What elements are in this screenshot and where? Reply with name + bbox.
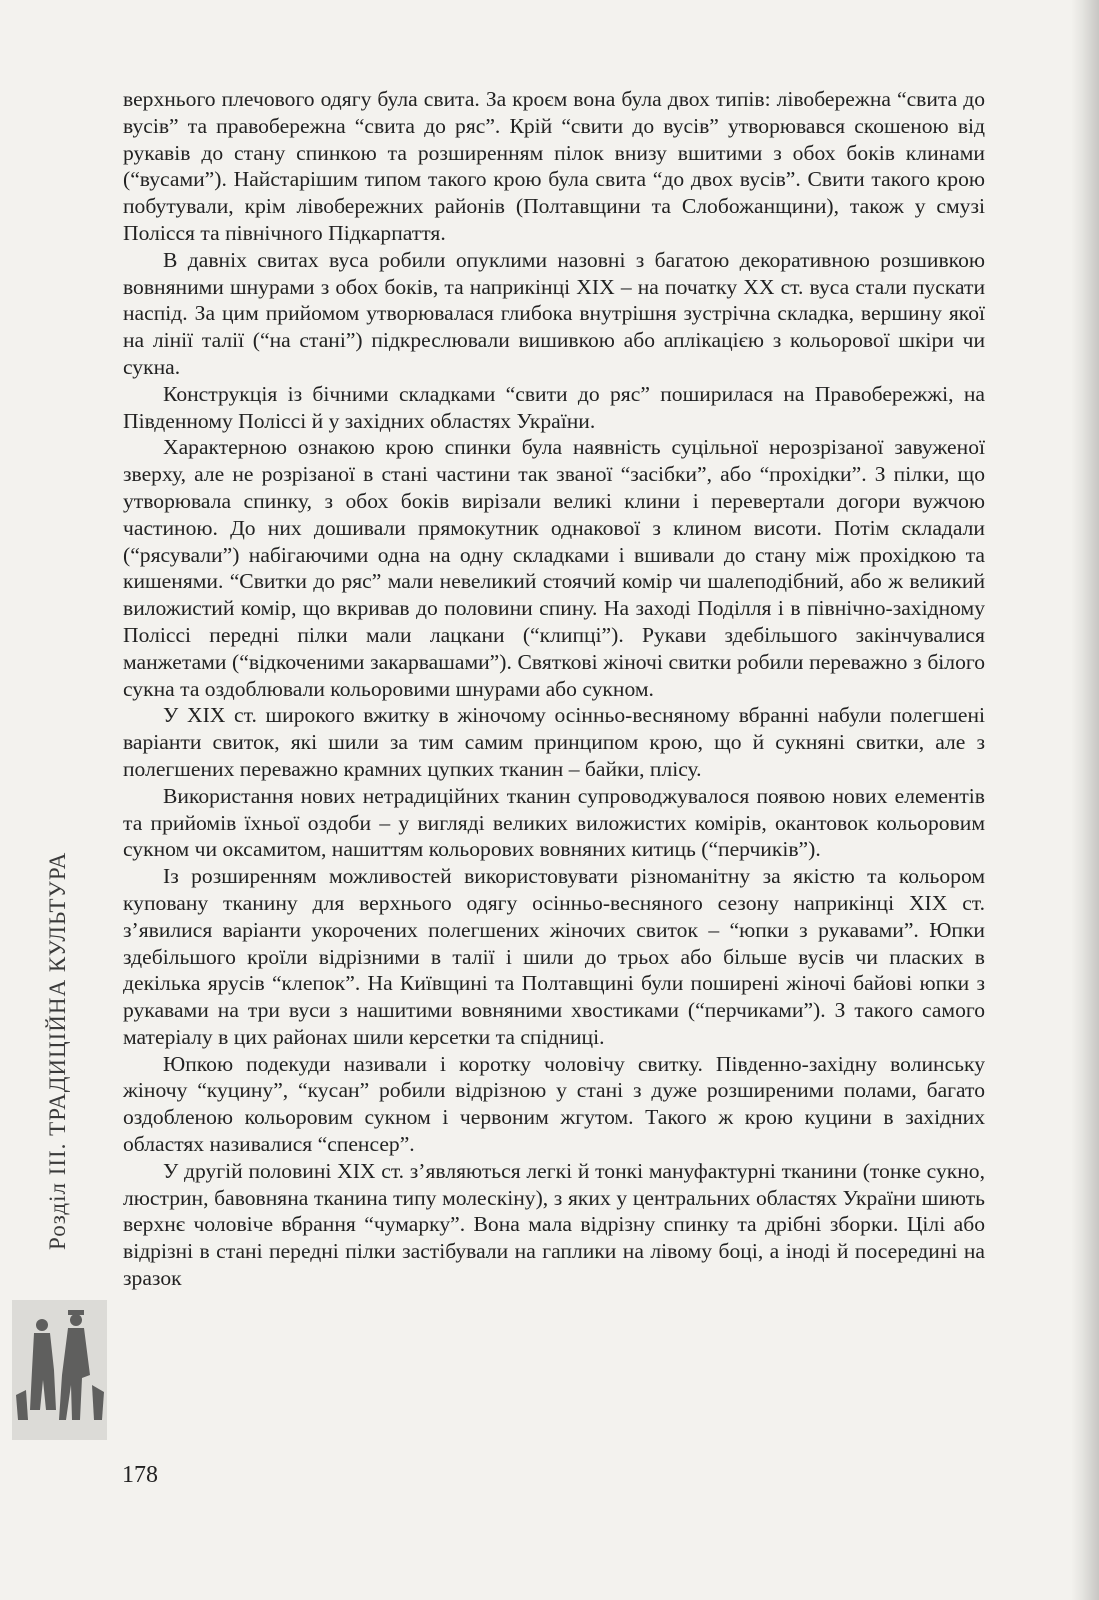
page-number: 178 xyxy=(122,1462,158,1488)
paragraph: Використання нових нетрадиційних тканин супроводжувалося появою нових елементів та прийомів їхньої оздоби – у вигляді великих виложистих комірів, окантовок кольоровим сукном чи оксамитом, нашиттям кольорових вовняних китиць (“перчиків”). xyxy=(123,783,985,862)
body-text xyxy=(123,86,985,1292)
figures-ornament-icon xyxy=(12,1300,107,1440)
paragraph: У ХІХ ст. широкого вжитку в жіночому осінньо-весняному вбранні набули полегшені варіанти свиток, які шили за тим самим принципом крою, що й сукняні свитки, але з полегшених переважно крамних цупких тканин – байки, плісу. xyxy=(123,703,985,781)
paragraph: Юпкою подекуди називали і коротку чоловічу свитку. Південно-західну волинську жіночу “куцину”, “кусан” робили відрізною у стані з дуже розширеними полами, багато оздобленою кольоровим сукном і червоним жгутом. Такого ж крою куцини в західних областях називалися “спенсер”. xyxy=(123,1051,985,1157)
page-edge-shadow xyxy=(1071,0,1099,1600)
paragraph: Із розширенням можливостей використовувати різноманітну за якістю та кольором куповану тканину для верхнього одягу осінньо-весняного сезону наприкінці ХІХ ст. з’явилися варіанти укорочених полегшених жіночих свиток – “юпки з рукавами”. Юпки здебільшого кроїли відрізними в талії і шили до трьох або більше вусів чи пласких в декілька ярусів “клепок”. На Київщині та Полтавщині були поширені жіночі байові юпки з рукавами на три вуси з нашитими вовняними хвостиками (“перчиками”). З такого самого матеріалу в цих районах шили керсетки та спідниці. xyxy=(123,864,985,1049)
paragraph: У другій половині ХІХ ст. з’являються легкі й тонкі мануфактурні тканини (тонке сукно, люстрин, бавовняна тканина типу молескіну), з яких у центральних областях України шиють верхнє чоловіче вбрання “чумарку”. Вона мала відрізну спинку та дрібні зборки. Цілі або відрізні в стані передні пілки застібували на гаплики на лівому боці, а іноді й посередині на зразок xyxy=(123,1158,985,1291)
paragraph: Характерною ознакою крою спинки була наявність суцільної нерозрізаної завуженої зверху, але не розрізаної в стані частини так званої “засібки”, або “прохідки”. З пілки, що утворювала спинку, з обох боків вирізали великі клини і перевертали догори вужчою частиною. До них дошивали прямокутник однакової з клином висоти. Потім складали (“рясували”) набігаючими одна на одну складками і вшивали до стану між прохідкою та кишенями. “Свитки до ряс” мали невеликий стоячий комір чи шалеподібний, або ж великий виложистий комір, що вкривав до половини спину. На заході Поділля і в північно-західному Поліссі передні пілки мали лацкани (“клипці”). Рукави здебільшого закінчувалися манжетами (“відкоченими закарвашами”). Святкові жіночі свитки робили переважно з білого сукна та оздоблювали кольоровими шнурами або сукном. xyxy=(123,435,985,701)
section-side-title: Розділ ІІІ. ТРАДИЦІЙНА КУЛЬТУРА xyxy=(45,851,70,1250)
paragraph: В давніх свитах вуса робили опуклими назовні з багатою декоративною розшивкою вовняними шнурами з обох боків, та наприкінці ХІХ – на початку ХХ ст. вуса стали пускати наспід. За цим прийомом утворювалася глибока внутрішня зустрічна складка, вершину якої на лінії талії (“на стані”) підкреслювали вишивкою або аплікацією з кольорової шкіри чи сукна. xyxy=(123,247,985,379)
paragraph: Конструкція із бічними складками “свити до ряс” поширилася на Правобережжі, на Південному Поліссі й у західних областях України. xyxy=(123,381,985,433)
figures-ornament-image xyxy=(12,1300,107,1440)
paragraph: верхнього плечового одягу була свита. За кроєм вона була двох типів: лівобережна “свита до вусів” та правобережна “свита до ряс”. Крій “свити до вусів” утворювався скошеною від рукавів до стану спинкою та розширенням пілок внизу вшитими з обох боків клинами (“вусами”). Найстарішим типом такого крою була свита “до двох вусів”. Свити такого крою побутували, крім лівобережних районів (Полтавщини та Слобожанщини), також у смузі Полісся та північного Підкарпаття. xyxy=(123,87,985,245)
